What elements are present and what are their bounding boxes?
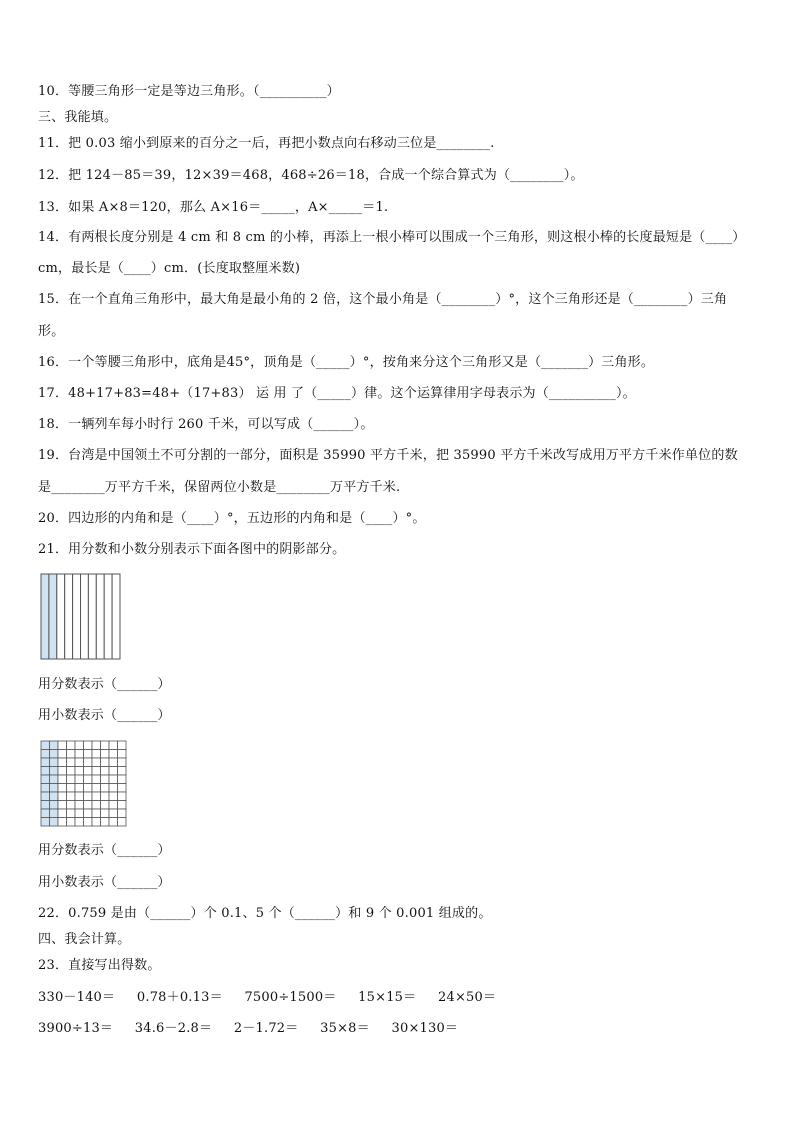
grid-cell: [109, 741, 118, 750]
grid-cell: [67, 767, 76, 776]
grid-cell: [84, 801, 93, 810]
section-3-heading: 三、我能填。: [38, 110, 118, 125]
strip: [81, 574, 89, 659]
question-21: 21．用分数和小数分别表示下面各图中的阴影部分。: [38, 542, 346, 557]
grid-cell: [109, 792, 118, 801]
shaded-cell: [41, 809, 50, 818]
question-11: 11．把 0.03 缩小到原来的百分之一后，再把小数点向右移动三位是________.: [38, 136, 495, 151]
grid-cell: [101, 792, 110, 801]
grid-cell: [58, 818, 67, 827]
calc-row-1: 330－140＝ 0.78＋0.13＝ 7500÷1500＝ 15×15＝ 24×50＝: [38, 990, 497, 1005]
grid-cell: [92, 784, 101, 793]
question-18: 18．一辆列车每小时行 260 千米，可以写成（______）。: [38, 417, 374, 432]
calc-row-2: 3900÷13＝ 34.6－2.8＝ 2－1.72＝ 35×8＝ 30×130＝: [38, 1021, 459, 1036]
grid-cell: [67, 741, 76, 750]
grid-cell: [75, 792, 84, 801]
question-15-line-2: 形。: [38, 324, 65, 339]
grid-cell: [84, 792, 93, 801]
grid-cell: [67, 784, 76, 793]
strip: [112, 574, 120, 659]
grid-cell: [101, 758, 110, 767]
grid-cell: [75, 758, 84, 767]
grid-cell: [58, 750, 67, 759]
grid-cell: [67, 792, 76, 801]
grid-cell: [92, 809, 101, 818]
grid-cell: [58, 775, 67, 784]
question-22: 22．0.759 是由（______）个 0.1、5 个（______）和 9 个 0.001 组成的。: [38, 906, 492, 921]
grid-cell: [109, 758, 118, 767]
grid-cell: [92, 767, 101, 776]
grid-cell: [101, 784, 110, 793]
grid-cell: [58, 767, 67, 776]
shaded-cell: [41, 741, 50, 750]
grid-cell: [75, 741, 84, 750]
grid-cell: [75, 775, 84, 784]
shaded-cell: [50, 741, 59, 750]
grid-cell: [109, 775, 118, 784]
grid-cell: [84, 818, 93, 827]
shaded-cell: [50, 801, 59, 810]
strip: [57, 574, 65, 659]
grid-cell: [84, 784, 93, 793]
grid-cell: [58, 784, 67, 793]
question-15-line-1: 15．在一个直角三角形中，最大角是最小角的 2 倍，这个最小角是（________）°，这个三角形还是（________）三角: [38, 292, 728, 307]
question-12: 12．把 124－85＝39，12×39＝468，468÷26＝18，合成一个综合算式为（________）。: [38, 168, 584, 183]
question-19-line-2: 是________万平方千米，保留两位小数是________万平方千米.: [38, 480, 401, 495]
grid-cell: [58, 741, 67, 750]
grid-cell: [75, 818, 84, 827]
grid-cell: [92, 741, 101, 750]
shaded-cell: [41, 750, 50, 759]
grid-cell: [67, 809, 76, 818]
grid-cell: [118, 741, 127, 750]
grid-cell: [92, 792, 101, 801]
grid-cell: [92, 801, 101, 810]
grid-cell: [84, 809, 93, 818]
grid-cell: [92, 818, 101, 827]
shaded-cell: [41, 801, 50, 810]
grid-cell: [84, 750, 93, 759]
grid-cell: [118, 750, 127, 759]
grid-cell: [118, 801, 127, 810]
shaded-strip: [41, 574, 49, 659]
shaded-cell: [50, 784, 59, 793]
shaded-cell: [41, 792, 50, 801]
question-14-line-2: cm，最长是（____）cm．(长度取整厘米数): [38, 261, 301, 276]
strip: [96, 574, 104, 659]
grid-cell: [101, 809, 110, 818]
shaded-strip: [49, 574, 57, 659]
figure-2-decimal-prompt: 用小数表示（______）: [38, 875, 171, 890]
question-19-line-1: 19．台湾是中国领土不可分割的一部分，面积是 35990 平方千米，把 35990 平方千米改写成用万平方千米作单位的数: [38, 448, 738, 463]
question-14-line-1: 14．有两根长度分别是 4 cm 和 8 cm 的小棒，再添上一根小棒可以围成一个三角形，则这根小棒的长度最短是（____）: [38, 230, 746, 245]
grid-cell: [67, 801, 76, 810]
grid-cell: [67, 775, 76, 784]
question-23: 23．直接写出得数。: [38, 958, 161, 973]
grid-cell: [118, 767, 127, 776]
grid-cell: [75, 809, 84, 818]
shaded-cell: [41, 784, 50, 793]
grid-cell: [84, 767, 93, 776]
strip: [88, 574, 96, 659]
grid-cell: [109, 784, 118, 793]
question-20: 20．四边形的内角和是（____）°，五边形的内角和是（____）°。: [38, 511, 426, 526]
grid-cell: [101, 750, 110, 759]
grid-cell: [109, 750, 118, 759]
shaded-cell: [41, 767, 50, 776]
figure-2-fraction-prompt: 用分数表示（______）: [38, 843, 171, 858]
grid-cell: [75, 784, 84, 793]
grid-cell: [118, 784, 127, 793]
grid-cell: [118, 809, 127, 818]
shaded-cell: [50, 767, 59, 776]
question-10: 10．等腰三角形一定是等边三角形。（__________）: [38, 84, 340, 99]
strip: [73, 574, 81, 659]
grid-cell: [75, 767, 84, 776]
figure-1-decimal-prompt: 用小数表示（______）: [38, 708, 171, 723]
grid-cell: [58, 809, 67, 818]
grid-cell: [109, 818, 118, 827]
grid-figure: [40, 740, 128, 828]
grid-cell: [101, 818, 110, 827]
grid-cell: [75, 801, 84, 810]
grid-cell: [118, 792, 127, 801]
shaded-cell: [41, 775, 50, 784]
section-4-heading: 四、我会计算。: [38, 932, 131, 947]
grid-cell: [101, 767, 110, 776]
grid-cell: [84, 741, 93, 750]
shaded-cell: [50, 792, 59, 801]
grid-cell: [84, 775, 93, 784]
grid-cell: [67, 818, 76, 827]
grid-cell: [101, 801, 110, 810]
shaded-cell: [50, 775, 59, 784]
grid-cell: [118, 758, 127, 767]
shaded-cell: [50, 818, 59, 827]
shaded-cell: [50, 750, 59, 759]
figure-1-fraction-prompt: 用分数表示（______）: [38, 677, 171, 692]
question-13: 13．如果 A×8＝120，那么 A×16＝_____，A×_____＝1.: [38, 200, 389, 215]
grid-cell: [84, 758, 93, 767]
grid-cell: [67, 750, 76, 759]
grid-cell: [58, 792, 67, 801]
grid-cell: [109, 767, 118, 776]
question-16: 16．一个等腰三角形中，底角是45°，顶角是（_____）°，按角来分这个三角形又是（_______）三角形。: [38, 355, 655, 370]
grid-cell: [101, 741, 110, 750]
grid-cell: [58, 801, 67, 810]
grid-cell: [58, 758, 67, 767]
grid-cell: [109, 801, 118, 810]
strip-figure: [40, 573, 122, 661]
strip: [104, 574, 112, 659]
grid-cell: [75, 750, 84, 759]
grid-cell: [92, 750, 101, 759]
shaded-cell: [41, 818, 50, 827]
strip: [65, 574, 73, 659]
grid-cell: [92, 775, 101, 784]
grid-cell: [67, 758, 76, 767]
grid-cell: [118, 818, 127, 827]
grid-cell: [92, 758, 101, 767]
shaded-cell: [50, 758, 59, 767]
grid-cell: [118, 775, 127, 784]
shaded-cell: [50, 809, 59, 818]
grid-cell: [101, 775, 110, 784]
grid-cell: [109, 809, 118, 818]
shaded-cell: [41, 758, 50, 767]
question-17: 17．48+17+83=48+（17+83） 运 用 了（_____）律。这个运算律用字母表示为（__________）。: [38, 386, 636, 401]
